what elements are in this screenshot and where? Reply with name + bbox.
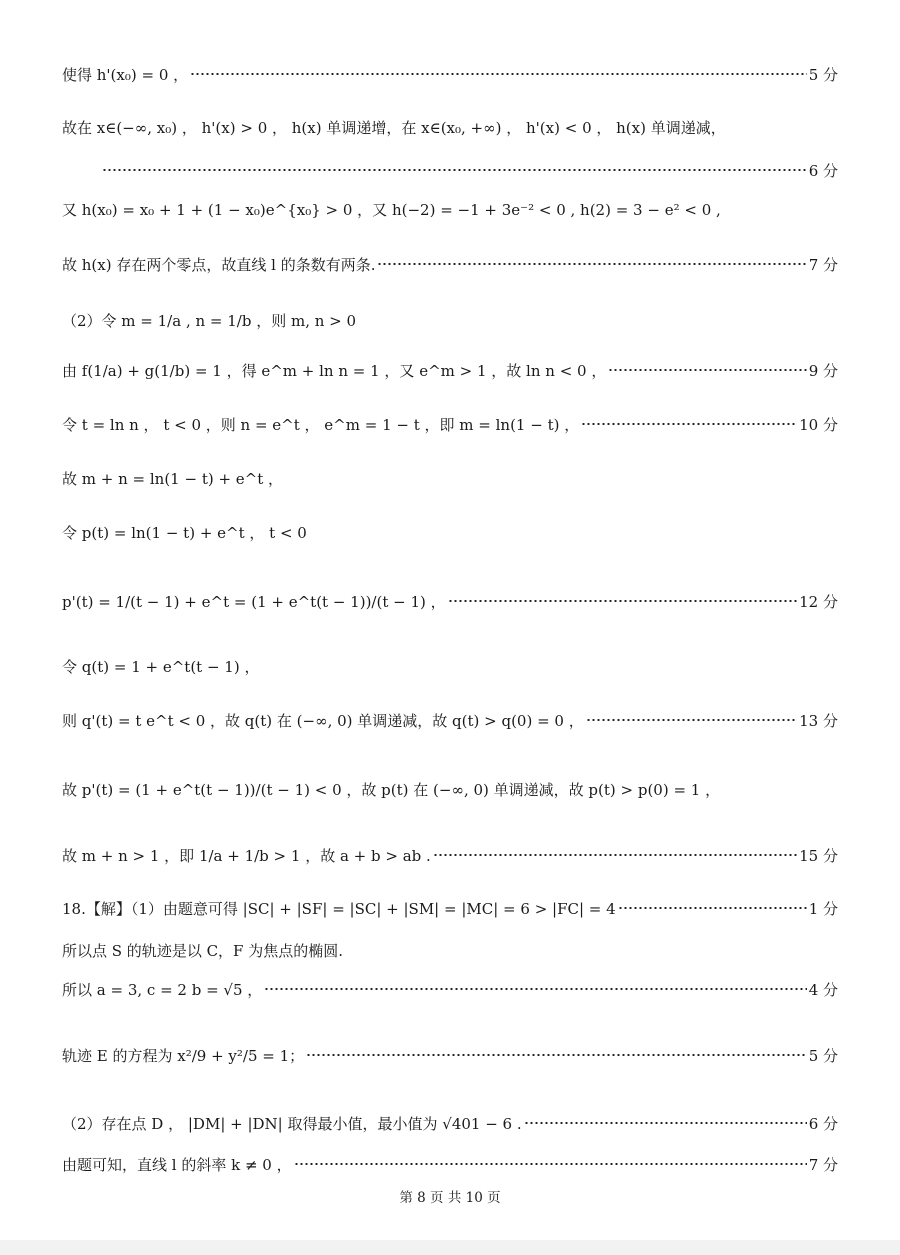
dot-leader (190, 73, 807, 75)
solution-line (62, 586, 838, 616)
solution-line (62, 708, 838, 732)
solution-line (62, 976, 838, 1002)
score-label: 4 分 (808, 980, 838, 999)
solution-line (62, 1152, 838, 1176)
score-label: 1 分 (808, 899, 838, 918)
dot-leader (306, 1054, 807, 1056)
solution-line (62, 1110, 838, 1136)
dot-leader (618, 907, 807, 909)
dot-leader (377, 263, 806, 265)
solution-line (62, 412, 838, 436)
line-text: 令 t = ln n ， t < 0 ，则 n = e^t ， e^m = 1 − t ，即 m = ln(1 − t) ， (62, 415, 580, 434)
line-text: 故 p'(t) = (1 + e^t(t − 1))/(t − 1) < 0 ，故 p(t) 在 (−∞, 0) 单调递减，故 p(t) > p(0) = 1 ， (62, 780, 721, 799)
dot-leader (448, 600, 798, 602)
line-text: 所以 a = 3, c = 2 b = √5 ， (62, 980, 263, 999)
line-text: 故在 x∈(−∞, x₀) ， h'(x) > 0 ， h(x) 单调递增，在 x∈(x₀, +∞) ， h'(x) < 0 ， h(x) 单调递减， (62, 119, 726, 137)
score-label: 7 分 (808, 255, 838, 274)
page-number-footer: 第 8 页 共 10 页 (399, 1190, 501, 1206)
dot-leader (586, 719, 797, 721)
solution-line-continuation (62, 158, 838, 182)
dot-leader (524, 1122, 807, 1124)
score-label: 9 分 (808, 361, 838, 380)
line-text: 所以点 S 的轨迹是以 C，F 为焦点的椭圆. (62, 941, 344, 960)
scan-bottom-edge (0, 1240, 900, 1255)
score-label: 5 分 (808, 65, 838, 84)
solution-line (62, 466, 838, 490)
score-label: 6 分 (808, 161, 838, 180)
line-text: 故 m + n > 1 ，即 1/a + 1/b > 1 ，故 a + b > ab . (62, 846, 431, 865)
solution-line (62, 108, 838, 148)
line-text: 由题可知，直线 l 的斜率 k ≠ 0 ， (62, 1155, 292, 1174)
dot-leader (102, 169, 807, 171)
line-text: 令 q(t) = 1 + e^t(t − 1) ， (62, 657, 260, 676)
solution-line (62, 520, 838, 544)
solution-line (62, 1040, 838, 1070)
line-text: 使得 h'(x₀) = 0 ， (62, 65, 189, 84)
line-text: 轨迹 E 的方程为 x²/9 + y²/5 = 1； (62, 1046, 305, 1065)
dot-leader (264, 988, 806, 990)
score-label: 15 分 (799, 846, 838, 865)
line-text: 令 p(t) = ln(1 − t) + e^t ， t < 0 (62, 523, 307, 542)
dot-leader (608, 369, 806, 371)
solution-line (62, 356, 838, 384)
dot-leader (294, 1163, 807, 1165)
solution-line (62, 840, 838, 870)
line-text: 故 m + n = ln(1 − t) + e^t ， (62, 469, 284, 488)
dot-leader (581, 423, 797, 425)
line-text: （2）令 m = 1/a , n = 1/b ，则 m, n > 0 (62, 311, 357, 330)
score-label: 7 分 (808, 1155, 838, 1174)
line-text: 由 f(1/a) + g(1/b) = 1 ，得 e^m + ln n = 1 ，又 e^m > 1 ，故 ln n < 0 ， (62, 361, 607, 380)
line-text: 则 q'(t) = t e^t < 0 ，故 q(t) 在 (−∞, 0) 单调递减，故 q(t) > q(0) = 0 ， (62, 711, 584, 730)
line-text: （2）存在点 D ， |DM| + |DN| 取得最小值，最小值为 √401 − 6 . (62, 1114, 522, 1133)
score-label: 12 分 (799, 592, 838, 611)
solution-line (62, 252, 838, 276)
solution-line (62, 774, 838, 804)
solution-line (62, 196, 838, 222)
dot-leader (433, 854, 797, 856)
solution-line (62, 654, 838, 678)
solution-line (62, 62, 838, 86)
solution-line (62, 306, 838, 334)
solution-line (62, 896, 838, 920)
score-label: 6 分 (808, 1114, 838, 1133)
solution-line (62, 938, 838, 962)
score-label: 10 分 (799, 415, 838, 434)
line-text: p'(t) = 1/(t − 1) + e^t = (1 + e^t(t − 1))/(t − 1) ， (62, 592, 446, 611)
score-label: 5 分 (808, 1046, 838, 1065)
line-text: 18.【解】（1）由题意可得 |SC| + |SF| = |SC| + |SM| = |MC| = 6 > |FC| = 4 (62, 899, 616, 918)
line-text: 故 h(x) 存在两个零点，故直线 l 的条数有两条. (62, 255, 376, 274)
line-text: 又 h(x₀) = x₀ + 1 + (1 − x₀)e^{x₀} > 0 ，又 h(−2) = −1 + 3e⁻² < 0 , h(2) = 3 − e² < 0 , (62, 200, 721, 219)
score-label: 13 分 (799, 711, 838, 730)
